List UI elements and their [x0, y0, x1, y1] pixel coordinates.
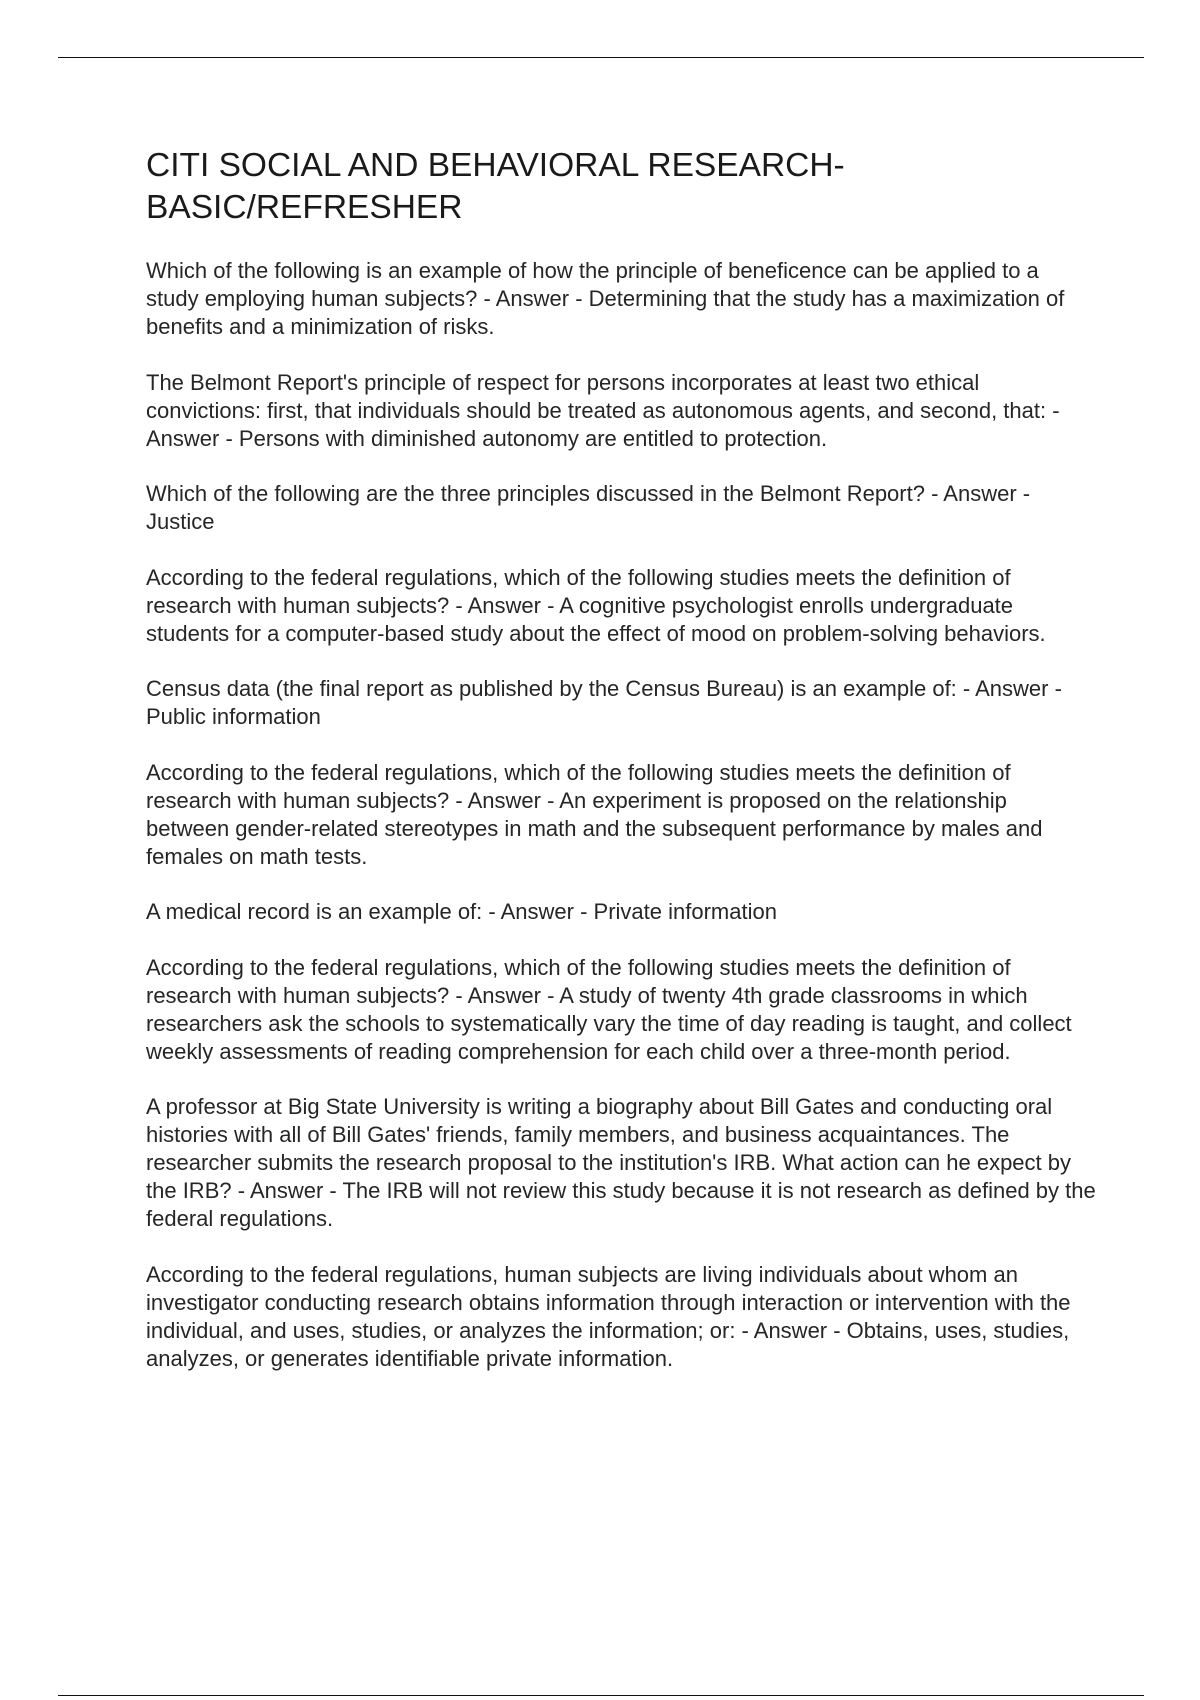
qa-item-7: A medical record is an example of: - Answer - Private information	[146, 899, 777, 924]
document-title-line-1: CITI SOCIAL AND BEHAVIORAL RESEARCH-	[146, 147, 845, 184]
bottom-divider	[58, 1695, 1144, 1696]
qa-item-10: According to the federal regulations, human subjects are living individuals about whom an investigator conducting research obtains information through interaction or intervention with the individual, and uses, studies, or analyzes the information; or: - Answer - Obtains, uses, studies, analyzes, or generates identifiable private information.	[146, 1261, 1071, 1371]
qa-item-5: Census data (the final report as published by the Census Bureau) is an example of: - Answer - Public information	[146, 676, 1062, 729]
qa-item-3: Which of the following are the three principles discussed in the Belmont Report? - Answer - Justice	[146, 481, 1031, 534]
document-title-line-2: BASIC/REFRESHER	[146, 189, 463, 226]
qa-item-2: The Belmont Report's principle of respect for persons incorporates at least two ethical convictions: first, that individuals should be treated as autonomous agents, and second, that: - Answer - Persons with diminished autonomy are entitled to protection.	[146, 369, 1060, 451]
document-body	[146, 145, 1096, 1400]
qa-item-1: Which of the following is an example of how the principle of beneficence can be applied to a study employing human subjects? - Answer - Determining that the study has a maximization of benefits and a minimization of risks.	[146, 258, 1065, 339]
document-title	[146, 145, 1096, 229]
qa-item-9: A professor at Big State University is writing a biography about Bill Gates and conducting oral histories with all of Bill Gates' friends, family members, and business acquaintances. The researcher submits the research proposal to the institution's IRB. What action can he expect by the IRB? - Answer - The IRB will not review this study because it is not research as defined by the federal regulations.	[146, 1094, 1096, 1231]
qa-item-6: According to the federal regulations, which of the following studies meets the definition of research with human subjects? - Answer - An experiment is proposed on the relationship between gender-related stereotypes in math and the subsequent performance by males and females on math tests.	[146, 759, 1043, 869]
question-answer-list	[146, 257, 1096, 1373]
top-divider	[58, 57, 1144, 58]
qa-item-4: According to the federal regulations, which of the following studies meets the definition of research with human subjects? - Answer - A cognitive psychologist enrolls undergraduate students for a computer-based study about the effect of mood on problem-solving behaviors.	[146, 564, 1046, 646]
qa-item-8: According to the federal regulations, which of the following studies meets the definition of research with human subjects? - Answer - A study of twenty 4th grade classrooms in which researchers ask the schools to systematically vary the time of day reading is taught, and collect weekly assessments of reading comprehension for each child over a three-month period.	[146, 954, 1072, 1064]
